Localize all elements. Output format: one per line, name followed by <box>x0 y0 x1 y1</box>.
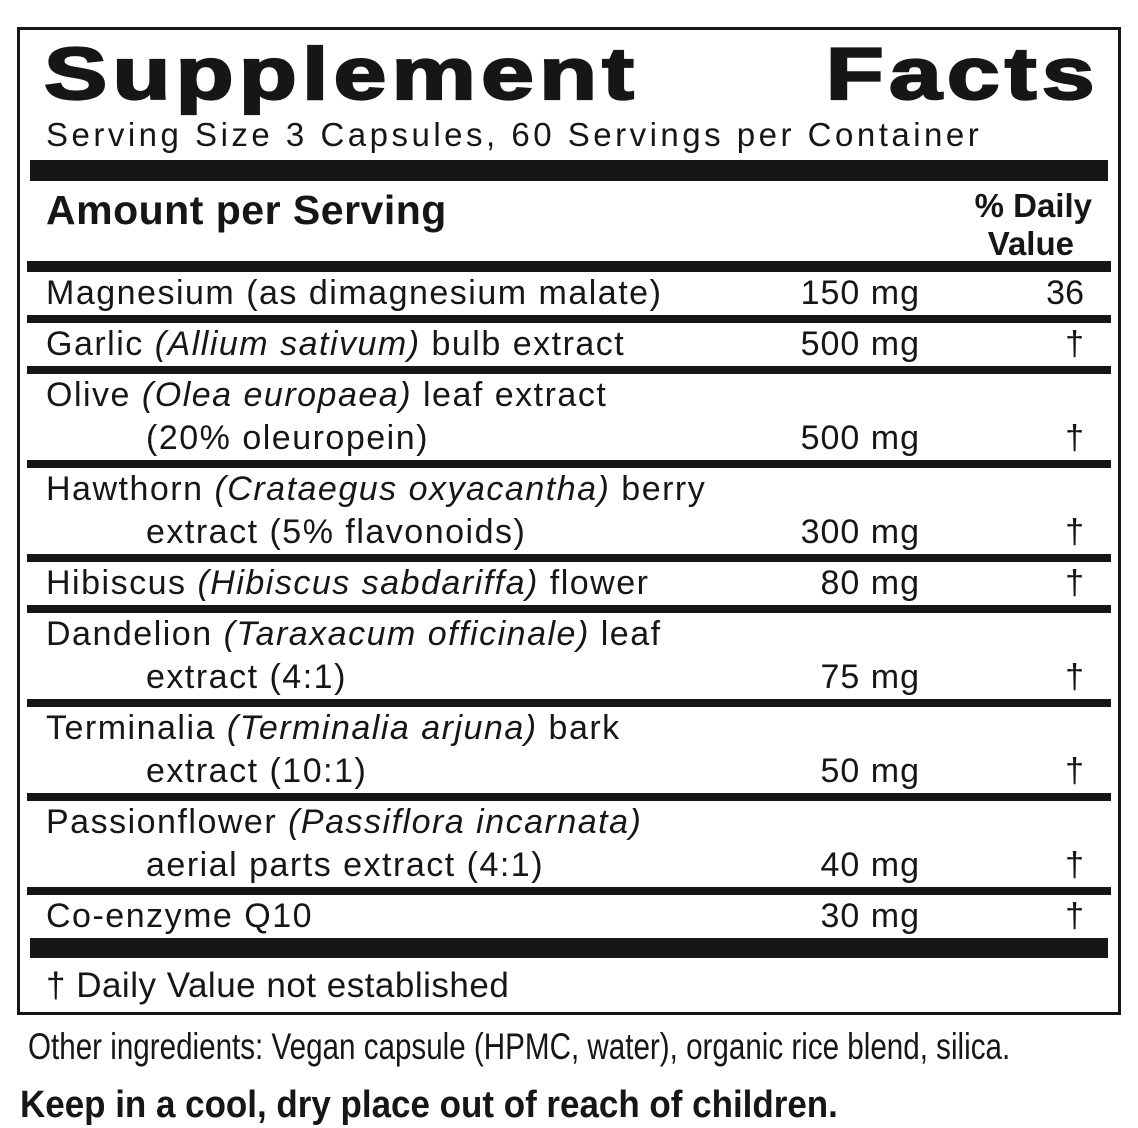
daily-value-header-line2: Value <box>987 224 1074 262</box>
ingredient-name: Olive (Olea europaea) leaf extract <box>46 376 608 414</box>
daily-value: † <box>1065 752 1084 790</box>
thick-divider-top <box>30 160 1108 181</box>
daily-value: † <box>1065 513 1084 551</box>
amount-value: 300 mg <box>800 513 920 551</box>
row-divider <box>27 460 1111 468</box>
amount-value: 80 mg <box>820 564 920 602</box>
ingredient-row-terminalia <box>26 707 1112 793</box>
thick-divider-bottom <box>30 938 1108 958</box>
daily-value: † <box>1065 419 1084 457</box>
serving-size-line: Serving Size 3 Capsules, 60 Servings per Container <box>46 116 983 153</box>
amount-value: 500 mg <box>800 325 920 363</box>
row-divider <box>27 793 1111 801</box>
ingredient-name: Garlic (Allium sativum) bulb extract <box>46 325 626 363</box>
amount-value: 50 mg <box>820 752 920 790</box>
ingredient-name-line2: extract (10:1) <box>146 752 368 790</box>
row-divider <box>27 887 1111 895</box>
ingredient-name-line2: extract (4:1) <box>146 658 347 696</box>
ingredient-row-hibiscus <box>26 562 1112 605</box>
ingredient-name: Co-enzyme Q10 <box>46 897 314 935</box>
ingredient-name-line2: aerial parts extract (4:1) <box>146 846 545 884</box>
column-header-row <box>26 181 1112 261</box>
row-divider <box>27 554 1111 562</box>
ingredient-row-garlic <box>26 323 1112 366</box>
ingredient-name-line2: extract (5% flavonoids) <box>146 513 527 551</box>
daily-value: † <box>1065 658 1084 696</box>
row-divider <box>27 366 1111 374</box>
ingredient-row-dandelion <box>26 613 1112 699</box>
daily-value: † <box>1065 897 1084 935</box>
ingredient-row-olive <box>26 374 1112 460</box>
ingredient-name-line2: (20% oleuropein) <box>146 419 429 457</box>
row-divider <box>27 315 1111 323</box>
amount-value: 75 mg <box>820 658 920 696</box>
daily-value: 36 <box>1046 274 1084 312</box>
ingredient-name: Dandelion (Taraxacum officinale) leaf <box>46 615 662 653</box>
ingredient-name: Hibiscus (Hibiscus sabdariffa) flower <box>46 564 650 602</box>
amount-value: 40 mg <box>820 846 920 884</box>
row-divider <box>27 605 1111 613</box>
daily-value-header-line1: % Daily <box>974 187 1092 224</box>
daily-value: † <box>1065 564 1084 602</box>
ingredient-name: Hawthorn (Crataegus oxyacantha) berry <box>46 470 707 508</box>
ingredient-name: Magnesium (as dimagnesium malate) <box>46 274 663 312</box>
ingredient-row-passionflower <box>26 801 1112 887</box>
title-word-facts: Facts <box>826 34 1100 115</box>
ingredient-name: Terminalia (Terminalia arjuna) bark <box>46 709 621 747</box>
daily-value: † <box>1065 846 1084 884</box>
amount-value: 150 mg <box>800 274 920 312</box>
ingredient-row-hawthorn <box>26 468 1112 554</box>
row-divider <box>27 699 1111 707</box>
amount-per-serving-header: Amount per Serving <box>46 187 447 233</box>
storage-instruction: Keep in a cool, dry place out of reach of children. <box>20 1084 838 1126</box>
header-rule <box>27 261 1111 272</box>
ingredient-name: Passionflower (Passiflora incarnata) <box>46 803 643 841</box>
supplement-facts-panel <box>17 27 1121 1015</box>
amount-value: 30 mg <box>820 897 920 935</box>
ingredient-row-coenzyme-q10 <box>26 895 1112 938</box>
daily-value-footnote: † Daily Value not established <box>46 966 510 1005</box>
daily-value: † <box>1065 325 1084 363</box>
supplement-facts-title <box>26 30 1112 115</box>
title-word-supplement: Supplement <box>44 34 640 115</box>
other-ingredients-line: Other ingredients: Vegan capsule (HPMC, water), organic rice blend, silica. <box>28 1026 1011 1067</box>
amount-value: 500 mg <box>800 419 920 457</box>
daily-value-header <box>975 187 1112 261</box>
ingredient-row-magnesium <box>26 272 1112 315</box>
